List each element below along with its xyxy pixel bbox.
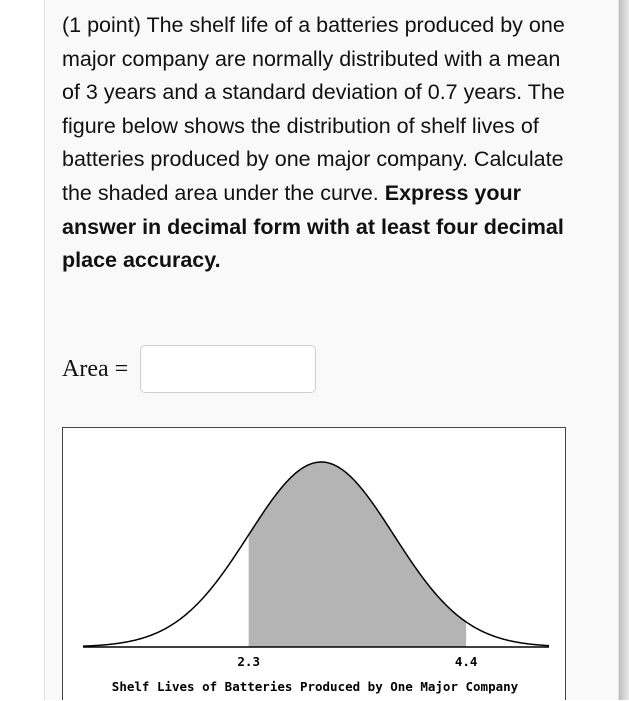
tick-label: 4.4 xyxy=(454,654,478,669)
chart-title: Shelf Lives of Batteries Produced by One Major Company xyxy=(111,679,519,694)
area-answer-input[interactable] xyxy=(140,345,316,393)
answer-row xyxy=(62,344,316,394)
question-prefix: (1 point) The shelf life of a batteries produced by one major company are normally distributed with a mean of 3 years and a standard deviation of 0.7 years. The figure below shows the distribution of shelf lives of batteries produced by one major company. Calculate the shaded area under the curve. xyxy=(62,13,565,205)
normal-curve-figure xyxy=(62,427,566,700)
normal-curve-chart xyxy=(63,428,567,701)
tick-group xyxy=(237,654,477,669)
question-text xyxy=(62,9,574,278)
window-edge xyxy=(619,0,629,700)
question-instruction: Express your answer in decimal form with at least four decimal place accuracy. xyxy=(62,180,564,273)
area-label: Area = xyxy=(62,355,129,382)
shaded-area xyxy=(249,462,466,647)
tick-label: 2.3 xyxy=(237,654,260,669)
